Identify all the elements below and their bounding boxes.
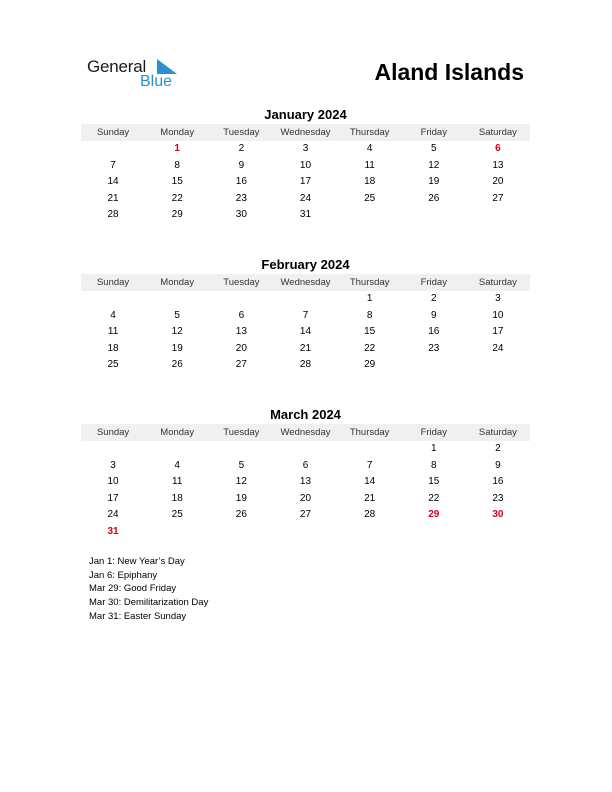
country-title: Aland Islands: [374, 59, 524, 85]
day-cell: 28: [299, 359, 312, 370]
day-cell: 9: [238, 159, 245, 171]
day-cell: 23: [428, 342, 440, 354]
week-row: [81, 308, 530, 325]
day-cell: 5: [238, 459, 245, 471]
day-cell: 7: [110, 159, 116, 171]
day-cell: 14: [364, 476, 376, 487]
weekday-label: Wednesday: [280, 427, 331, 438]
day-cell: 23: [492, 492, 504, 504]
day-cell: 12: [235, 476, 247, 487]
empty-day-cell: [209, 291, 273, 308]
day-cell: 31: [299, 209, 312, 220]
day-cell: 19: [428, 176, 440, 187]
week-row: [81, 507, 530, 524]
day-cell: 2: [238, 143, 245, 154]
day-cell: 20: [492, 176, 504, 187]
day-cell: 18: [364, 176, 376, 187]
day-cell: 30: [492, 509, 504, 520]
weekday-label: Friday: [420, 427, 447, 438]
day-cell: 13: [492, 159, 504, 171]
empty-day-cell: [402, 524, 466, 541]
weekday-label: Wednesday: [280, 127, 331, 138]
day-cell: 3: [495, 293, 501, 304]
weekday-label: Tuesday: [223, 127, 260, 138]
empty-day-cell: [145, 524, 209, 541]
day-cell: 26: [428, 192, 440, 204]
empty-day-cell: [466, 357, 530, 374]
day-cell: 4: [174, 459, 180, 471]
week-row: [81, 158, 530, 175]
holiday-note: Mar 31: Easter Sunday: [89, 610, 187, 622]
month-february: [81, 256, 530, 374]
week-row: [81, 474, 530, 491]
week-row: [81, 191, 530, 208]
day-cell: 3: [110, 459, 116, 471]
day-cell: 27: [299, 509, 312, 520]
day-cell: 17: [299, 176, 312, 187]
empty-day-cell: [273, 291, 337, 308]
weekday-label: Tuesday: [223, 427, 260, 438]
holiday-note: Jan 1: New Year’s Day: [89, 556, 185, 567]
day-cell: 10: [107, 476, 119, 487]
logo: [87, 57, 187, 93]
day-cell: 1: [174, 143, 180, 154]
day-cell: 22: [364, 342, 376, 354]
week-row: [81, 324, 530, 341]
day-cell: 24: [299, 192, 312, 204]
day-cell: 15: [428, 476, 440, 487]
day-cell: 7: [366, 459, 373, 471]
day-cell: 16: [428, 326, 440, 337]
day-cell: 18: [171, 492, 183, 504]
day-cell: 15: [364, 326, 376, 337]
empty-day-cell: [338, 207, 402, 224]
month-march: [81, 406, 530, 540]
holiday-note: Jan 6: Epiphany: [89, 569, 158, 581]
day-cell: 31: [107, 525, 119, 537]
day-cell: 30: [235, 209, 247, 220]
weekday-label: Sunday: [96, 277, 130, 288]
day-cell: 18: [107, 342, 119, 354]
week-row: [81, 291, 530, 308]
day-cell: 26: [235, 509, 247, 520]
week-row: [81, 458, 530, 475]
day-cell: 10: [492, 309, 504, 321]
holiday-note: Mar 30: Demilitarization Day: [89, 597, 209, 609]
day-cell: 10: [299, 159, 312, 171]
empty-day-cell: [209, 441, 273, 458]
week-row: [81, 341, 530, 358]
weekday-label: Saturday: [478, 127, 517, 138]
day-cell: 29: [364, 359, 376, 370]
day-cell: 28: [364, 509, 376, 520]
weekday-label: Thursday: [349, 427, 390, 438]
day-cell: 21: [299, 342, 312, 354]
empty-day-cell: [273, 441, 337, 458]
empty-day-cell: [81, 291, 145, 308]
day-cell: 12: [428, 159, 440, 171]
day-cell: 20: [235, 342, 247, 354]
day-cell: 1: [366, 293, 373, 304]
logo-triangle-icon: [157, 59, 177, 74]
day-cell: 27: [235, 359, 247, 370]
weekday-header: [81, 274, 530, 291]
empty-day-cell: [209, 524, 273, 541]
weekday-label: Sunday: [96, 427, 130, 438]
weekday-label: Sunday: [96, 127, 130, 138]
day-cell: 28: [107, 209, 119, 220]
day-cell: 16: [235, 176, 247, 187]
day-cell: 6: [302, 459, 309, 471]
day-cell: 3: [302, 143, 309, 154]
day-cell: 8: [366, 309, 373, 321]
day-cell: 24: [107, 509, 119, 520]
empty-day-cell: [145, 291, 209, 308]
day-cell: 19: [171, 342, 183, 354]
day-cell: 22: [171, 192, 183, 204]
weekday-label: Thursday: [349, 277, 390, 288]
day-cell: 6: [495, 143, 501, 154]
day-cell: 21: [107, 192, 119, 204]
empty-day-cell: [81, 141, 145, 158]
week-row: [81, 357, 530, 374]
weekday-label: Saturday: [478, 277, 517, 288]
month-title: February 2024: [261, 257, 350, 272]
day-cell: 8: [174, 159, 180, 171]
day-cell: 29: [171, 209, 183, 220]
day-cell: 6: [238, 309, 245, 321]
day-cell: 24: [492, 342, 504, 354]
month-grid: [81, 141, 530, 224]
holiday-notes: [89, 555, 208, 624]
weekday-label: Thursday: [349, 127, 390, 138]
weekday-header: [81, 424, 530, 441]
day-cell: 14: [107, 176, 119, 187]
day-cell: 9: [430, 309, 437, 321]
weekday-label: Monday: [160, 127, 195, 138]
day-cell: 19: [235, 492, 247, 504]
day-cell: 8: [430, 459, 437, 471]
day-cell: 15: [171, 176, 183, 187]
weekday-label: Monday: [160, 277, 195, 288]
week-row: [81, 441, 530, 458]
day-cell: 21: [364, 492, 376, 504]
day-cell: 13: [235, 326, 247, 337]
empty-day-cell: [402, 357, 466, 374]
day-cell: 4: [366, 143, 373, 154]
day-cell: 25: [364, 192, 376, 204]
day-cell: 16: [492, 476, 504, 487]
month-grid: [81, 441, 530, 540]
week-row: [81, 491, 530, 508]
day-cell: 5: [174, 309, 180, 321]
weekday-label: Friday: [420, 127, 447, 138]
weekday-label: Friday: [420, 277, 447, 288]
logo-blue-text: Blue: [140, 73, 173, 90]
empty-day-cell: [81, 441, 145, 458]
weekday-label: Tuesday: [223, 277, 260, 288]
week-row: [81, 141, 530, 158]
day-cell: 12: [171, 326, 183, 337]
month-title: January 2024: [264, 107, 347, 122]
day-cell: 13: [299, 476, 312, 487]
empty-day-cell: [338, 441, 402, 458]
day-cell: 25: [107, 359, 119, 370]
weekday-label: Wednesday: [280, 277, 331, 288]
empty-day-cell: [466, 207, 530, 224]
week-row: [81, 174, 530, 191]
day-cell: 7: [302, 309, 309, 321]
day-cell: 20: [299, 492, 312, 504]
day-cell: 2: [430, 293, 437, 304]
day-cell: 17: [492, 326, 504, 337]
month-title: March 2024: [270, 407, 341, 422]
weekday-label: Saturday: [478, 427, 517, 438]
day-cell: 5: [430, 143, 437, 154]
day-cell: 4: [110, 309, 116, 321]
holiday-note: Mar 29: Good Friday: [89, 583, 177, 595]
day-cell: 23: [235, 192, 247, 204]
day-cell: 11: [364, 159, 375, 171]
weekday-header: [81, 124, 530, 141]
day-cell: 29: [428, 509, 440, 520]
day-cell: 17: [107, 492, 119, 504]
month-grid: [81, 291, 530, 374]
empty-day-cell: [145, 441, 209, 458]
week-row: [81, 524, 530, 541]
day-cell: 14: [299, 326, 312, 337]
day-cell: 22: [428, 492, 440, 504]
empty-day-cell: [338, 524, 402, 541]
day-cell: 11: [172, 476, 183, 487]
day-cell: 26: [171, 359, 183, 370]
day-cell: 11: [107, 326, 119, 337]
week-row: [81, 207, 530, 224]
day-cell: 27: [492, 192, 504, 204]
logo-general-text: General: [87, 57, 147, 76]
empty-day-cell: [466, 524, 530, 541]
empty-day-cell: [402, 207, 466, 224]
day-cell: 25: [171, 509, 183, 520]
empty-day-cell: [273, 524, 337, 541]
weekday-label: Monday: [160, 427, 195, 438]
month-january: [81, 106, 530, 224]
day-cell: 9: [495, 459, 501, 471]
day-cell: 2: [495, 443, 501, 454]
day-cell: 1: [430, 443, 437, 454]
